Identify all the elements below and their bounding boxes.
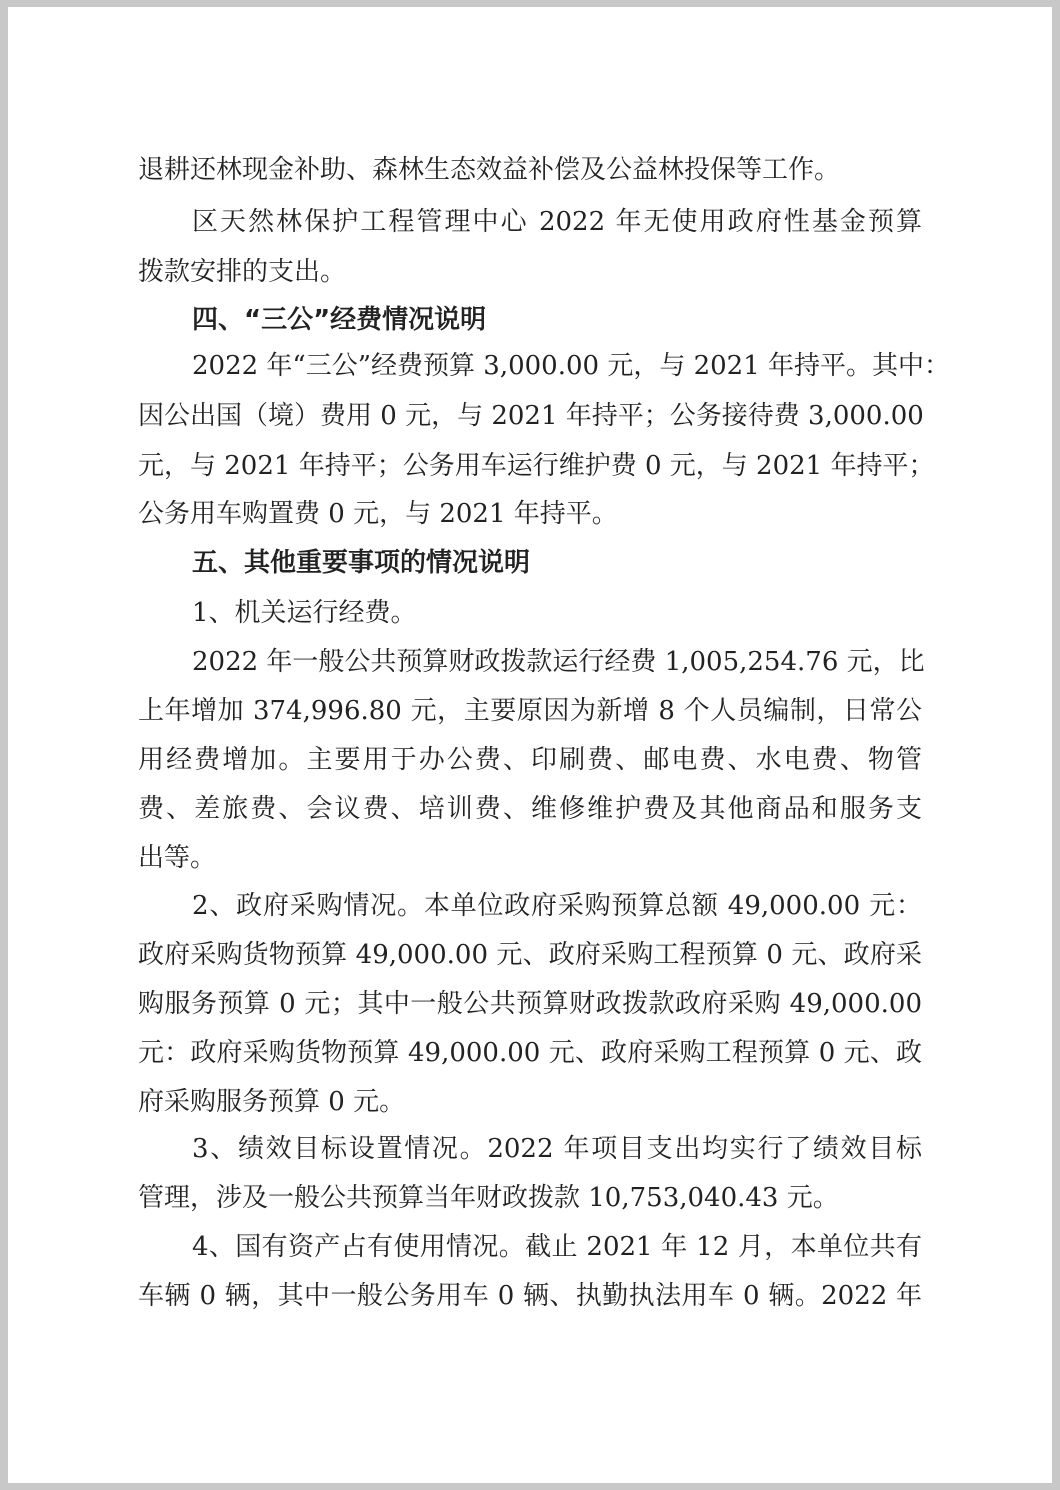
text-line: 退耕还林现金补助、森林生态效益补偿及公益林投保等工作。 (138, 155, 841, 185)
text-line: 2022 年一般公共预算财政拨款运行经费 1,005,254.76 元，比 (192, 647, 925, 677)
text-line: 3、绩效目标设置情况。2022 年项目支出均实行了绩效目标 (192, 1134, 922, 1164)
text-line: 购服务预算 0 元；其中一般公共预算财政拨款政府采购 49,000.00 (138, 989, 922, 1019)
text-line: 政府采购货物预算 49,000.00 元、政府采购工程预算 0 元、政府采 (138, 940, 922, 970)
text-line: 2022 年“三公”经费预算 3,000.00 元，与 2021 年持平。其中： (192, 351, 951, 381)
document-page (8, 7, 1052, 1483)
text-line: 元，与 2021 年持平；公务用车运行维护费 0 元，与 2021 年持平； (138, 451, 935, 481)
text-line: 元：政府采购货物预算 49,000.00 元、政府采购工程预算 0 元、政 (138, 1038, 922, 1068)
text-line: 管理，涉及一般公共预算当年财政拨款 10,753,040.43 元。 (138, 1183, 839, 1213)
text-line: 上年增加 374,996.80 元，主要原因为新增 8 个人员编制，日常公 (138, 696, 922, 726)
text-line: 出等。 (138, 843, 217, 873)
text-line: 府采购服务预算 0 元。 (138, 1087, 406, 1117)
section-heading: 五、其他重要事项的情况说明 (192, 548, 531, 578)
section-heading: 四、“三公”经费情况说明 (192, 305, 487, 335)
text-line: 因公出国（境）费用 0 元，与 2021 年持平；公务接待费 3,000.00 (138, 401, 924, 431)
text-line: 拨款安排的支出。 (138, 257, 347, 287)
text-line: 区天然林保护工程管理中心 2022 年无使用政府性基金预算 (192, 207, 922, 237)
text-line: 2、政府采购情况。本单位政府采购预算总额 49,000.00 元： (192, 891, 922, 921)
text-line: 用经费增加。主要用于办公费、印刷费、邮电费、水电费、物管 (138, 745, 922, 775)
text-line: 费、差旅费、会议费、培训费、维修维护费及其他商品和服务支 (138, 794, 922, 824)
text-line: 车辆 0 辆，其中一般公务用车 0 辆、执勤执法用车 0 辆。2022 年 (138, 1281, 922, 1311)
text-line: 1、机关运行经费。 (192, 598, 417, 628)
text-line: 4、国有资产占有使用情况。截止 2021 年 12 月，本单位共有 (192, 1232, 922, 1262)
text-line: 公务用车购置费 0 元，与 2021 年持平。 (138, 499, 618, 529)
